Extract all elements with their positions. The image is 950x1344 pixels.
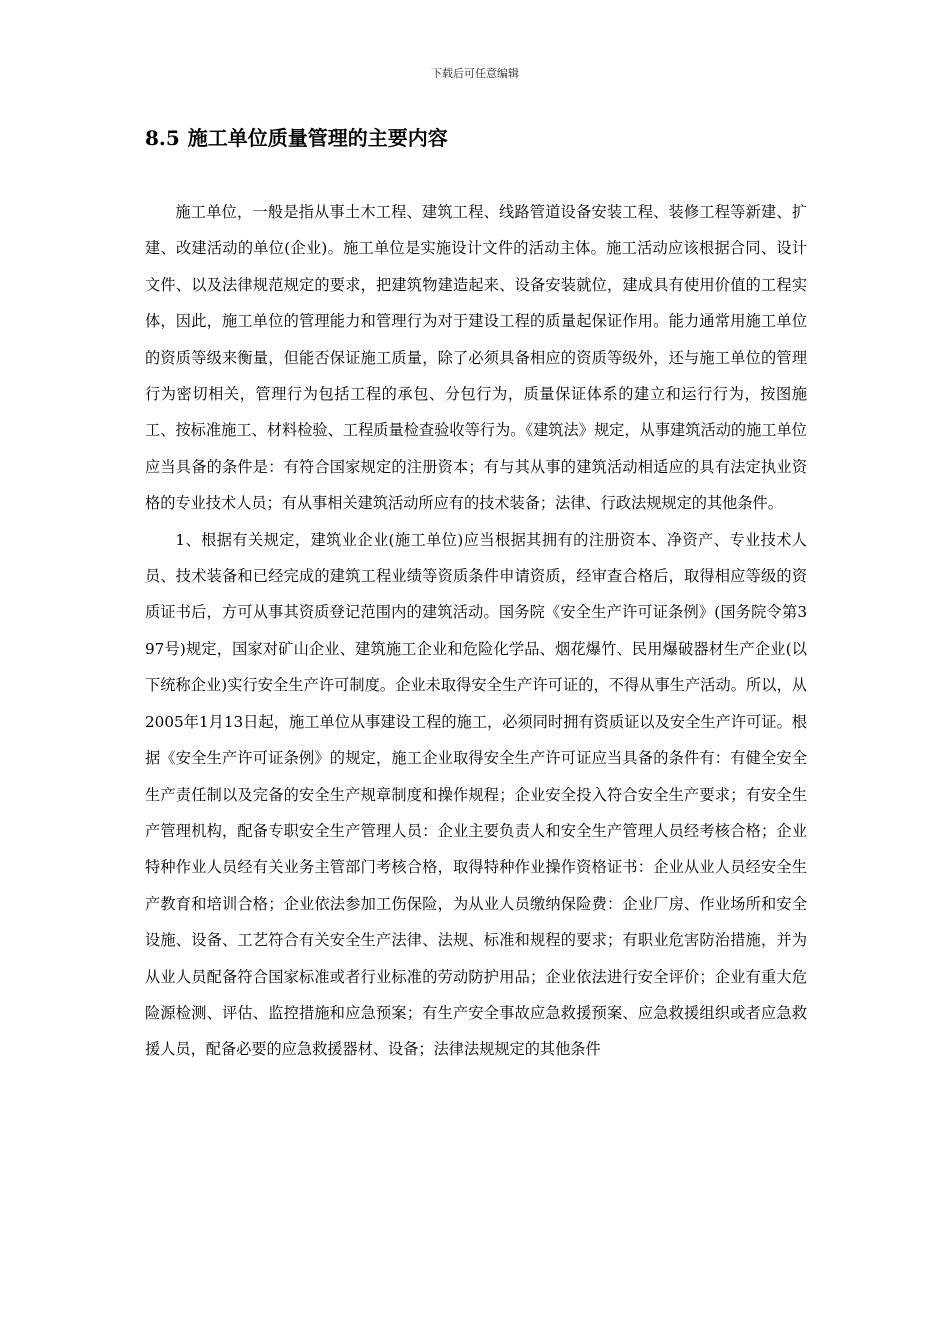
- section-title: [145, 124, 805, 152]
- body-text: [145, 194, 807, 1068]
- section-number: 8.5: [145, 126, 180, 150]
- paragraph-item-1: 1、根据有关规定，建筑业企业(施工单位)应当根据其拥有的注册资本、净资产、专业技术人员、技术装备和已经完成的建筑工程业绩等资质条件申请资质，经审查合格后，取得相应等级的资质证书后，方可从事其资质登记范围内的建筑活动。国务院《安全生产许可证条例》(国务院令第397号)规定，国家对矿山企业、建筑施工企业和危险化学品、烟花爆竹、民用爆破器材生产企业(以下统称企业)实行安全生产许可制度。企业未取得安全生产许可证的，不得从事生产活动。所以，从2005年1月13日起，施工单位从事建设工程的施工，必须同时拥有资质证以及安全生产许可证。根据《安全生产许可证条例》的规定，施工企业取得安全生产许可证应当具备的条件有：有健全安全生产责任制以及完备的安全生产规章制度和操作规程；企业安全投入符合安全生产要求；有安全生产管理机构，配备专职安全生产管理人员：企业主要负责人和安全生产管理人员经考核合格；企业特种作业人员经有关业务主管部门考核合格，取得特种作业操作资格证书：企业从业人员经安全生产教育和培训合格；企业依法参加工伤保险，为从业人员缴纳保险费：企业厂房、作业场所和安全设施、设备、工艺符合有关安全生产法律、法规、标准和规程的要求；有职业危害防治措施，并为从业人员配备符合国家标准或者行业标准的劳动防护用品；企业依法进行安全评价；企业有重大危险源检测、评估、监控措施和应急预案；有生产安全事故应急救援预案、应急救援组织或者应急救援人员，配备必要的应急救援器材、设备；法律法规规定的其他条件: [145, 530, 807, 1059]
- section-title-text: 施工单位质量管理的主要内容: [187, 126, 448, 150]
- paragraph-intro: 施工单位，一般是指从事土木工程、建筑工程、线路管道设备安装工程、装修工程等新建、扩建、改建活动的单位(企业)。施工单位是实施设计文件的活动主体。施工活动应该根据合同、设计文件、以及法律规范规定的要求，把建筑物建造起来、设备安装就位，建成具有使用价值的工程实体，因此，施工单位的管理能力和管理行为对于建设工程的质量起保证作用。能力通常用施工单位的资质等级来衡量，但能否保证施工质量，除了必须具备相应的资质等级外，还与施工单位的管理行为密切相关，管理行为包括工程的承包、分包行为，质量保证体系的建立和运行行为，按图施工、按标准施工、材料检验、工程质量检查验收等行为。《建筑法》规定，从事建筑活动的施工单位应当具备的条件是：有符合国家规定的注册资本；有与其从事的建筑活动相适应的具有法定执业资格的专业技术人员；有从事相关建筑活动所应有的技术装备；法律、行政法规规定的其他条件。: [145, 203, 807, 513]
- header-note: 下载后可任意编辑: [431, 67, 519, 80]
